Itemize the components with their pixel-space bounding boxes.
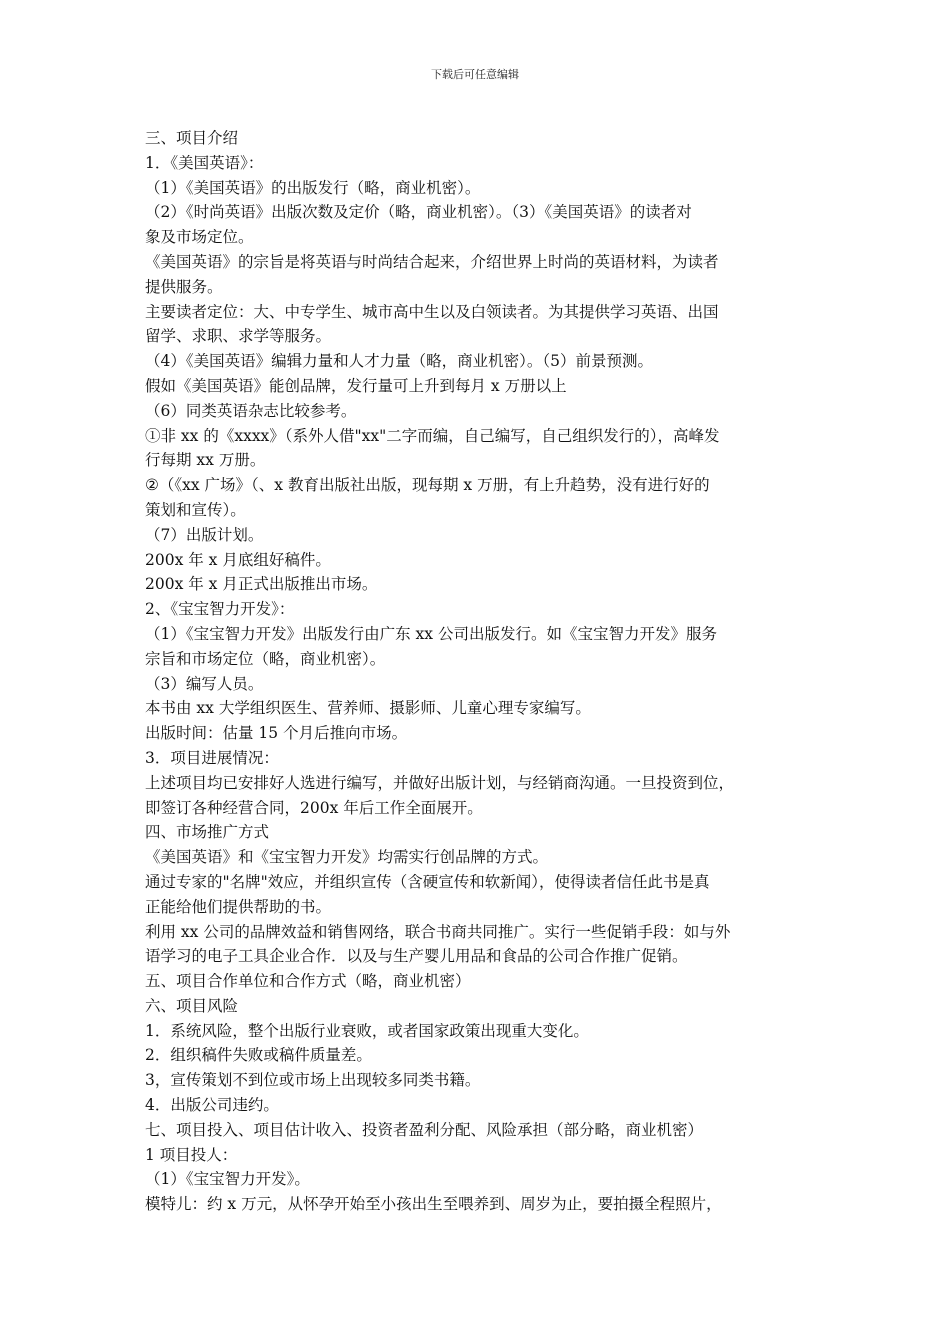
text-line: 200x 年 x 月正式出版推出市场。 <box>145 575 378 594</box>
text-line: （1）《宝宝智力开发》。 <box>145 1170 310 1189</box>
text-line: 宗旨和市场定位（略，商业机密）。 <box>145 649 386 668</box>
text-line: （4）《美国英语》编辑力量和人才力量（略，商业机密）。（5）前景预测。 <box>145 352 653 371</box>
text-line: 留学、求职、求学等服务。 <box>145 327 332 346</box>
text-line: 利用 xx 公司的品牌效益和销售网络，联合书商共同推广。实行一些促销手段：如与外 <box>145 922 731 941</box>
text-line: 模特儿：约 x 万元，从怀孕开始至小孩出生至喂养到、周岁为止，要拍摄全程照片， <box>145 1195 722 1214</box>
text-line: 《美国英语》的宗旨是将英语与时尚结合起来，介绍世界上时尚的英语材料，为读者 <box>145 252 719 271</box>
page-header: 下载后可任意编辑 <box>431 68 519 81</box>
text-line: 五、项目合作单位和合作方式（略，商业机密） <box>145 972 471 991</box>
text-line: 4．出版公司违约。 <box>145 1096 279 1115</box>
text-line: 提供服务。 <box>145 277 223 296</box>
text-line: 通过专家的"名牌"效应，并组织宣传（含硬宣传和软新闻），使得读者信任此书是真 <box>145 872 710 891</box>
text-line: 假如《美国英语》能创品牌，发行量可上升到每月 x 万册以上 <box>145 376 567 395</box>
text-line: 上述项目均已安排好人选进行编写，并做好出版计划，与经销商沟通。一旦投资到位， <box>145 773 735 792</box>
text-line: 出版时间：估量 15 个月后推向市场。 <box>145 724 408 743</box>
text-line: （6）同类英语杂志比较参考。 <box>145 401 357 420</box>
text-line: （7）出版计划。 <box>145 525 264 544</box>
text-line: 200x 年 x 月底组好稿件。 <box>145 550 331 569</box>
text-line: 策划和宣传）。 <box>145 500 246 519</box>
text-line: 三、项目介绍 <box>145 129 239 147</box>
text-line: 语学习的电子工具企业合作．以及与生产婴儿用品和食品的公司合作推广促销。 <box>145 947 688 966</box>
document-body <box>145 126 810 1217</box>
text-line: 3，宣传策划不到位或市场上出现较多同类书籍。 <box>145 1071 481 1090</box>
text-line: 本书由 xx 大学组织医生、营养师、摄影师、儿童心理专家编写。 <box>145 699 591 718</box>
text-line: 3．项目进展情况： <box>145 748 279 767</box>
text-line: 七、项目投入、项目估计收入、投资者盈利分配、风险承担（部分略，商业机密） <box>145 1120 704 1139</box>
text-line: 1．系统风险，整个出版行业衰败，或者国家政策出现重大变化。 <box>145 1021 589 1040</box>
text-line: （1）《美国英语》的出版发行（略，商业机密）。 <box>145 178 481 197</box>
text-line: 象及市场定位。 <box>145 228 254 247</box>
text-line: ①非 xx 的《xxxx》（系外人借"xx"二字而编，自己编写，自己组织发行的），高峰发 <box>145 426 720 445</box>
text-line: （1）《宝宝智力开发》出版发行由广东 xx 公司出版发行。如《宝宝智力开发》服务 <box>145 624 717 643</box>
text-line: 2、《宝宝智力开发》： <box>145 600 295 619</box>
text-line: 即签订各种经营合同，200x 年后工作全面展开。 <box>145 798 483 817</box>
text-line: 四、市场推广方式 <box>145 823 270 842</box>
text-line: 主要读者定位：大、中专学生、城市高中生以及白领读者。为其提供学习英语、出国 <box>145 302 719 321</box>
text-line: 1．《美国英语》： <box>145 153 264 172</box>
text-line: （2）《时尚英语》出版次数及定价（略，商业机密）。（3）《美国英语》的读者对 <box>145 203 692 222</box>
text-line: ②（《xx 广场》（、x 教育出版社出版，现每期 x 万册，有上升趋势，没有进行好的 <box>145 476 710 495</box>
text-line: 六、项目风险 <box>145 996 239 1015</box>
text-line: 1 项目投人： <box>145 1145 238 1164</box>
text-line: 正能给他们提供帮助的书。 <box>145 897 332 916</box>
text-line: 行每期 xx 万册。 <box>145 451 266 470</box>
text-line: 《美国英语》和《宝宝智力开发》均需实行创品牌的方式。 <box>145 848 549 867</box>
text-line: 2．组织稿件失败或稿件质量差。 <box>145 1046 372 1065</box>
text-line: （3）编写人员。 <box>145 674 264 693</box>
